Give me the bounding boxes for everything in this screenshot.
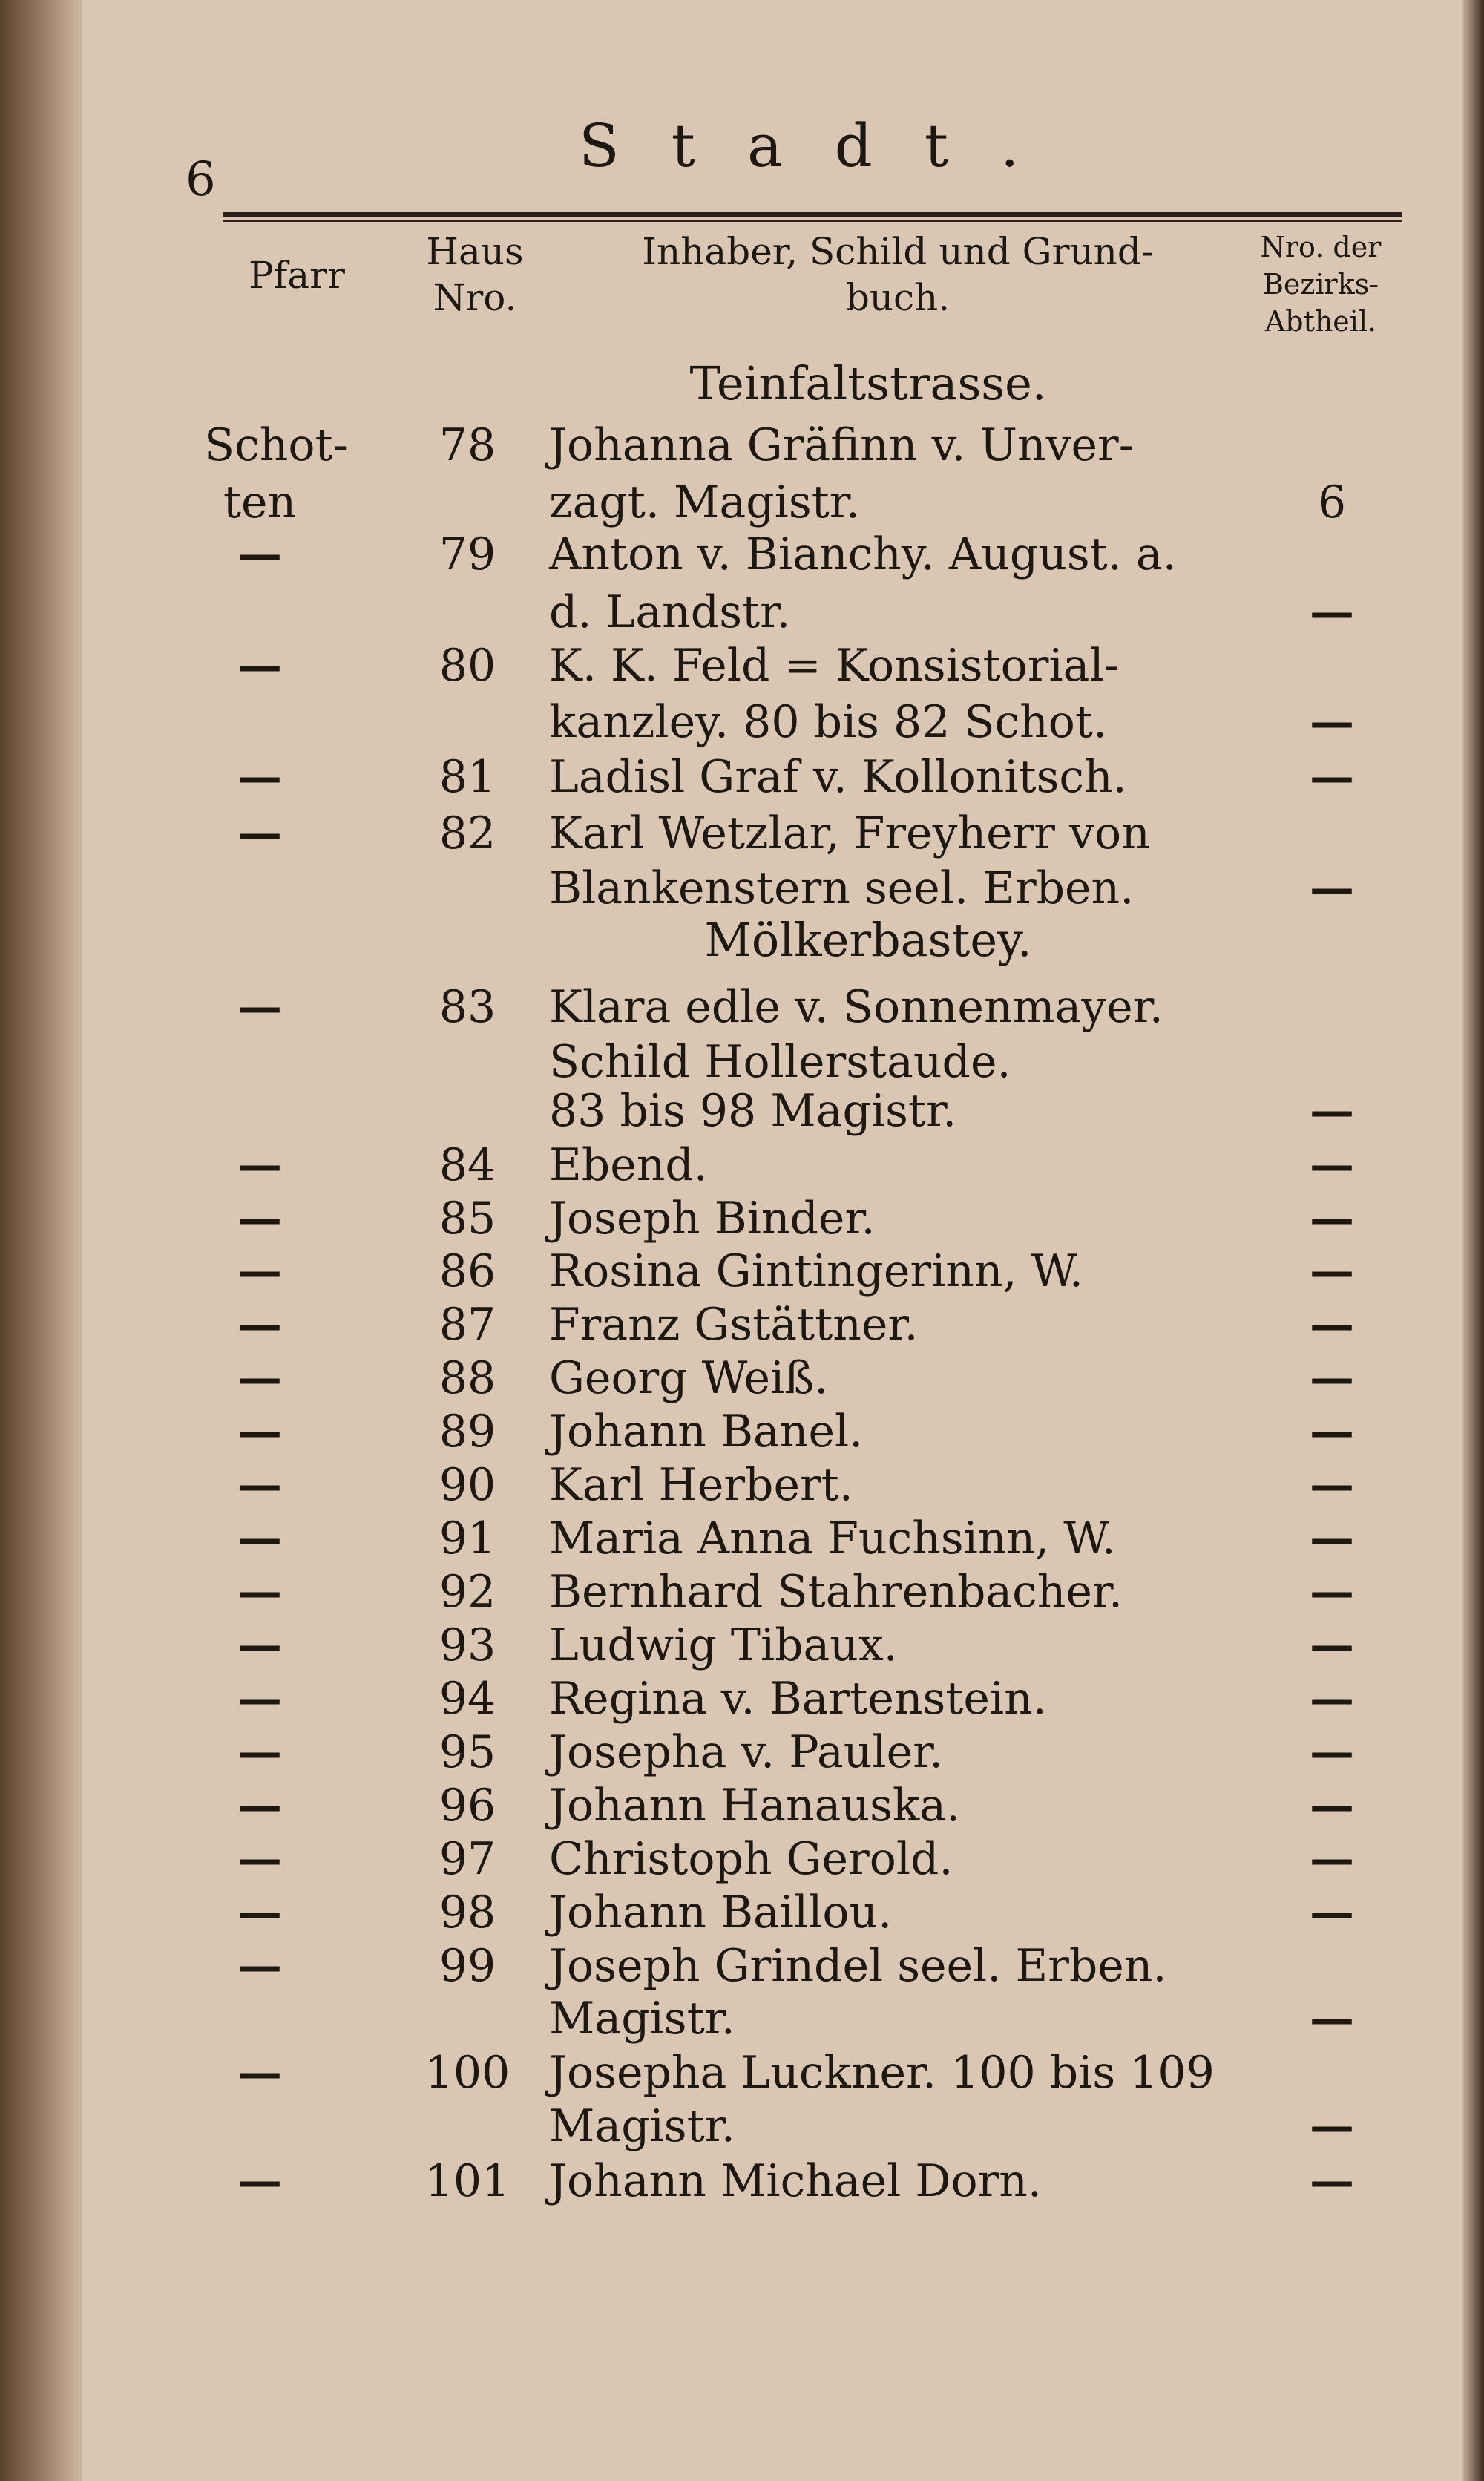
pfarr-cell: — [237, 1245, 282, 1297]
bezirk-number: — [1310, 1887, 1354, 1938]
entry-text: Magistr. [549, 2100, 735, 2152]
haus-number: 94 [439, 1673, 496, 1725]
bezirk-number: — [1310, 751, 1354, 803]
pfarr-cell: — [237, 640, 282, 692]
entry-text: zagt. Magistr. [549, 476, 860, 528]
entry-text: d. Landstr. [549, 586, 791, 638]
haus-number: 101 [424, 2155, 510, 2207]
header-bezirk-line3: Abtheil. [1264, 305, 1377, 338]
haus-number: 97 [439, 1833, 496, 1885]
pfarr-cell: — [237, 2155, 282, 2207]
pfarr-cell: — [237, 1780, 282, 1832]
pfarr-cell: — [237, 1406, 282, 1458]
haus-number: 90 [439, 1459, 496, 1511]
haus-number: 93 [439, 1619, 496, 1671]
bezirk-number: — [1310, 1139, 1354, 1191]
bezirk-number: — [1310, 1619, 1354, 1671]
haus-number: 81 [439, 751, 496, 803]
entry-text: Schild Hollerstaude. [549, 1036, 1011, 1088]
haus-number: 95 [439, 1726, 496, 1778]
haus-number: 100 [424, 2047, 510, 2099]
bezirk-number: — [1310, 1406, 1354, 1458]
entry-text: Johann Hanauska. [549, 1780, 961, 1832]
entry-text: Anton v. Bianchy. August. a. [549, 528, 1177, 580]
bezirk-number: — [1310, 1780, 1354, 1832]
entry-text: Johann Baillou. [549, 1887, 893, 1938]
header-inhaber-line1: Inhaber, Schild und Grund- [642, 230, 1154, 273]
pfarr-cell: — [237, 1887, 282, 1938]
entry-text: K. K. Feld = Konsistorial- [549, 640, 1119, 692]
entry-text: Joseph Binder. [549, 1193, 876, 1245]
bezirk-number: — [1310, 862, 1354, 914]
bezirk-number: — [1310, 696, 1354, 748]
page-title: Stadt. [579, 111, 1071, 180]
bezirk-number: — [1310, 2155, 1354, 2207]
header-pfarr: Pfarr [249, 254, 345, 297]
street-heading: Mölkerbastey. [704, 913, 1032, 967]
bezirk-number: — [1310, 1512, 1354, 1564]
entry-text: Ebend. [549, 1139, 708, 1191]
bezirk-number: 6 [1317, 476, 1347, 528]
pfarr-cell: — [237, 751, 282, 803]
pfarr-cell: — [237, 1139, 282, 1191]
entry-text: Christoph Gerold. [549, 1833, 953, 1885]
pfarr-cell: — [237, 1352, 282, 1404]
header-inhaber-line2: buch. [845, 276, 951, 319]
header-bezirk [1232, 229, 1410, 340]
header-haus-line2: Nro. [433, 276, 517, 319]
header-inhaber [564, 229, 1232, 321]
pfarr-cell: — [237, 528, 282, 580]
haus-number: 96 [439, 1780, 496, 1832]
entry-text: Magistr. [549, 1993, 735, 2045]
entry-text: Josepha Luckner. 100 bis 109 [549, 2047, 1215, 2099]
haus-number: 88 [439, 1352, 496, 1404]
bezirk-number: — [1310, 1193, 1354, 1245]
entry-text: Blankenstern seel. Erben. [549, 862, 1135, 914]
bezirk-number: — [1310, 1299, 1354, 1351]
header-rule-thin [223, 220, 1402, 222]
header-bezirk-line1: Nro. der [1260, 231, 1382, 263]
entry-text: Johanna Gräfinn v. Unver- [549, 419, 1134, 471]
header-haus-line1: Haus [426, 230, 524, 273]
pfarr-cell: — [237, 981, 282, 1033]
page-edge [1462, 0, 1484, 2481]
entry-text: Bernhard Stahrenbacher. [549, 1566, 1123, 1618]
haus-number: 98 [439, 1887, 496, 1938]
book-binding [0, 0, 82, 2481]
haus-number: 92 [439, 1566, 496, 1618]
entry-text: Franz Gstättner. [549, 1299, 919, 1351]
pfarr-cell: — [237, 1193, 282, 1245]
entry-text: Joseph Grindel seel. Erben. [549, 1940, 1167, 1992]
pfarr-cell: — [237, 1566, 282, 1618]
entry-text: Johann Banel. [549, 1406, 864, 1458]
haus-number: 99 [439, 1940, 496, 1992]
header-bezirk-line2: Bezirks- [1262, 268, 1379, 301]
bezirk-number: — [1310, 1673, 1354, 1725]
haus-number: 87 [439, 1299, 496, 1351]
entry-text: Karl Herbert. [549, 1459, 853, 1511]
bezirk-number: — [1310, 1245, 1354, 1297]
header-rule [223, 212, 1402, 217]
entry-text: Georg Weiß. [549, 1352, 829, 1404]
entry-text: Ladisl Graf v. Kollonitsch. [549, 751, 1127, 803]
haus-number: 85 [439, 1193, 496, 1245]
pfarr-cell: — [237, 1299, 282, 1351]
bezirk-number: — [1310, 1833, 1354, 1885]
haus-number: 83 [439, 981, 496, 1033]
bezirk-number: — [1310, 1726, 1354, 1778]
bezirk-number: — [1310, 2100, 1354, 2152]
pfarr-cell: Schot- [204, 419, 348, 471]
pfarr-cell: ten [223, 476, 297, 528]
bezirk-number: — [1310, 1085, 1354, 1137]
haus-number: 82 [439, 807, 496, 859]
pfarr-cell: — [237, 2047, 282, 2099]
entry-text: 83 bis 98 Magistr. [549, 1085, 957, 1137]
entry-text: Rosina Gintingerinn, W. [549, 1245, 1083, 1297]
page-number: 6 [186, 152, 216, 207]
haus-number: 84 [439, 1139, 496, 1191]
bezirk-number: — [1310, 1566, 1354, 1618]
haus-number: 79 [439, 528, 496, 580]
entry-text: Josepha v. Pauler. [549, 1726, 944, 1778]
entry-text: Maria Anna Fuchsinn, W. [549, 1512, 1116, 1564]
pfarr-cell: — [237, 1940, 282, 1992]
haus-number: 80 [439, 640, 496, 692]
pfarr-cell: — [237, 1673, 282, 1725]
pfarr-cell: — [237, 1459, 282, 1511]
bezirk-number: — [1310, 1352, 1354, 1404]
bezirk-number: — [1310, 586, 1354, 638]
street-heading: Teinfaltstrasse. [689, 356, 1047, 410]
pfarr-cell: — [237, 1512, 282, 1564]
header-haus [401, 229, 549, 321]
pfarr-cell: — [237, 1619, 282, 1671]
haus-number: 89 [439, 1406, 496, 1458]
haus-number: 86 [439, 1245, 496, 1297]
entry-text: Klara edle v. Sonnenmayer. [549, 981, 1163, 1033]
entry-text: kanzley. 80 bis 82 Schot. [549, 696, 1108, 748]
pfarr-cell: — [237, 1833, 282, 1885]
entry-text: Regina v. Bartenstein. [549, 1673, 1047, 1725]
entry-text: Johann Michael Dorn. [549, 2155, 1042, 2207]
haus-number: 78 [439, 419, 496, 471]
pfarr-cell: — [237, 1726, 282, 1778]
bezirk-number: — [1310, 1993, 1354, 2045]
pfarr-cell: — [237, 807, 282, 859]
haus-number: 91 [439, 1512, 496, 1564]
bezirk-number: — [1310, 1459, 1354, 1511]
entry-text: Ludwig Tibaux. [549, 1619, 898, 1671]
entry-text: Karl Wetzlar, Freyherr von [549, 807, 1150, 859]
